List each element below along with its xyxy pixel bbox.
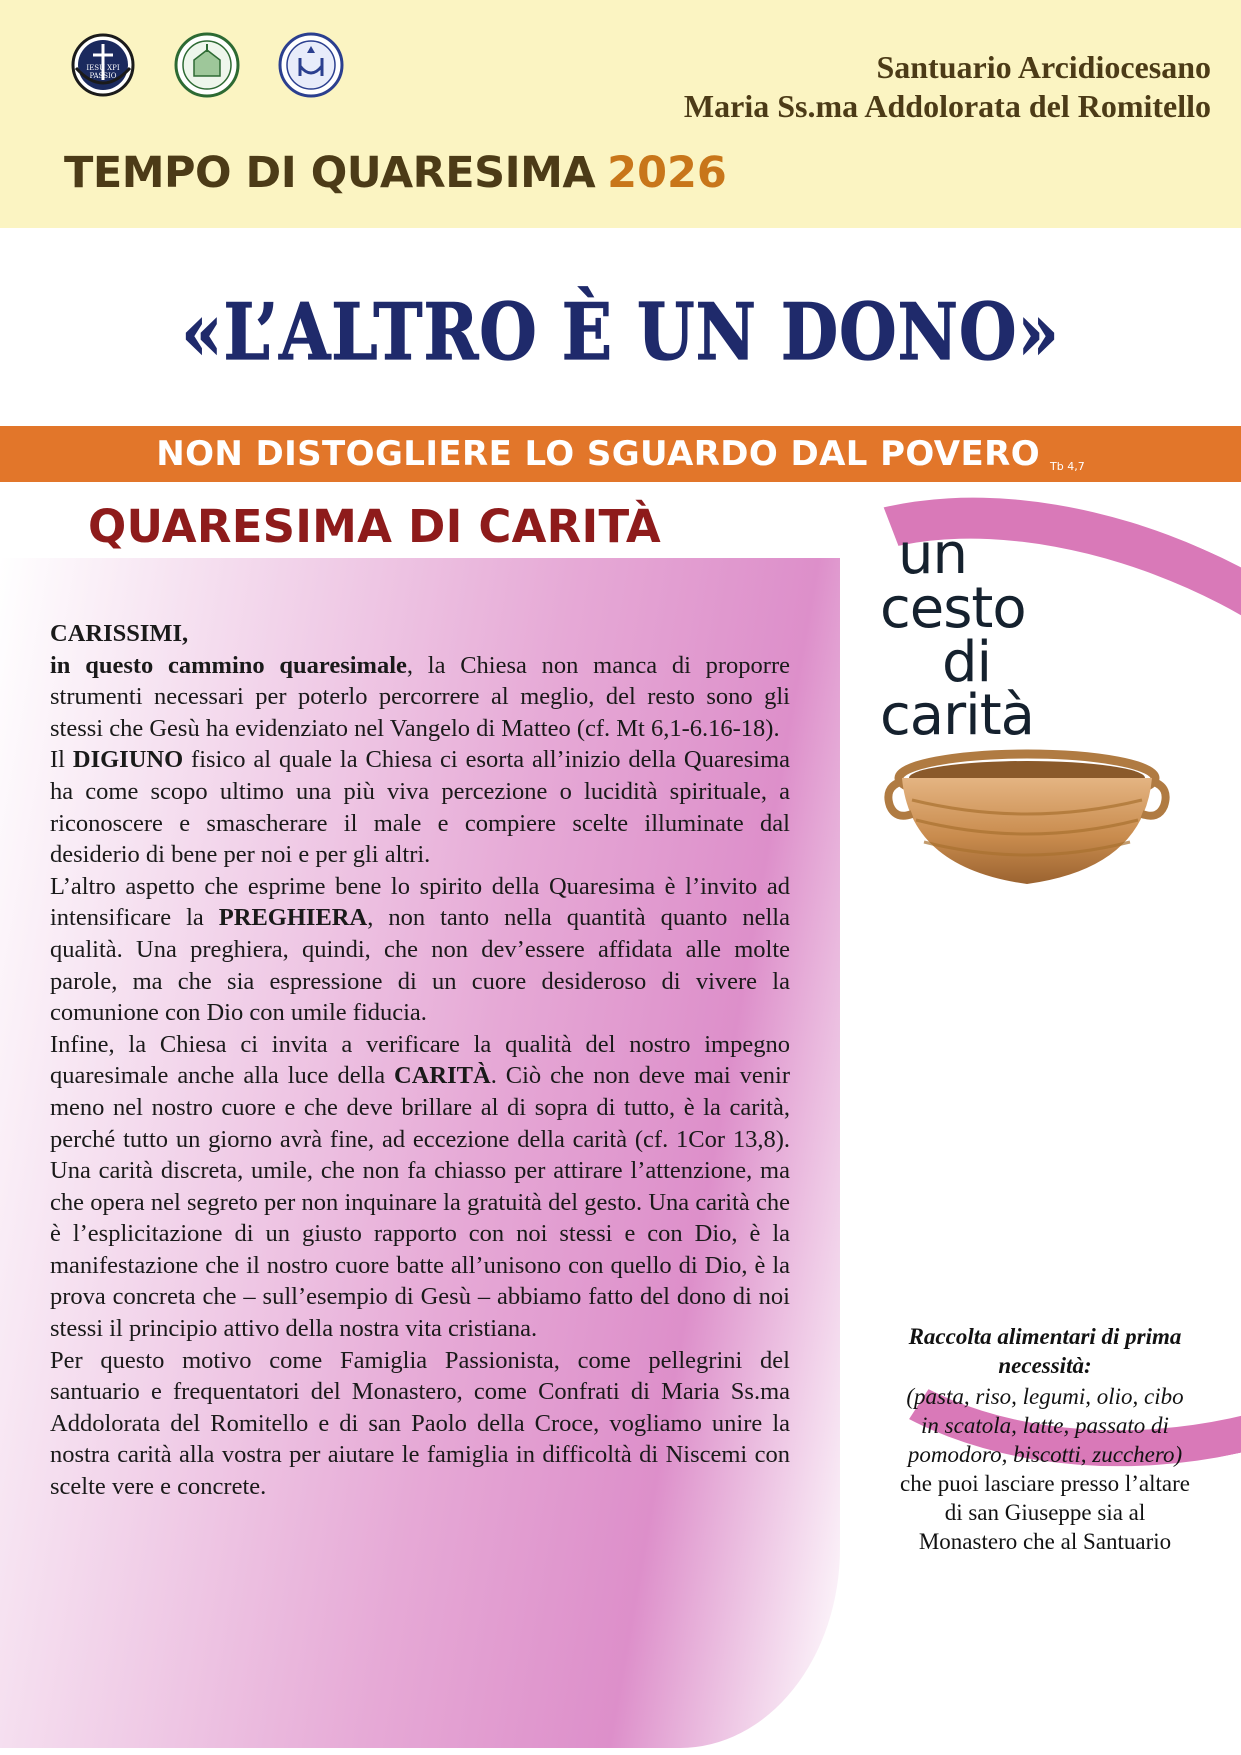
basket-caption-word-4: carità (880, 683, 1034, 749)
letter-paragraph-3: L’altro aspetto che esprime bene lo spirito della Quaresima è l’invito ad intensificare la PREGHIERA, non tanto nella quantità quanto nella qualità. Una preghiera, quindi, che non dev’essere affidata alle molte parole, ma che sia espressione di un cuore desideroso di vivere la comunione con Dio con umile fiducia. (50, 872, 790, 1027)
wicker-basket-icon (882, 748, 1172, 898)
sanctuary-title-line2: Maria Ss.ma Addolorata del Romitello (683, 88, 1211, 125)
svg-text:PASSIO: PASSIO (89, 72, 117, 80)
lent-label: TEMPO DI QUARESIMA (64, 148, 596, 198)
poster-banner (0, 426, 1241, 482)
poster-subtitle: QUARESIMA DI CARITÀ (88, 500, 661, 553)
sanctuary-title (491, 48, 1211, 126)
basket-caption (880, 522, 1180, 749)
marian-crest-icon (274, 28, 348, 102)
donation-note (900, 1323, 1190, 1557)
letter-salutation-text: CARISSIMI, (50, 620, 189, 647)
letter-paragraph-5: Per questo motivo come Famiglia Passionista, come pellegrini del santuario e frequentatori del Monastero, come Confrati di Maria Ss.ma Addolorata del Romitello e di san Paolo della Croce, vogliamo unire la nostra carità alla vostra per aiutare le famiglia in difficoltà di Niscemi con scelte vere e concrete. (50, 1346, 790, 1501)
poster-banner-reference: Tb 4,7 (1050, 460, 1085, 473)
letter-text (50, 618, 790, 1503)
sanctuary-title-line1: Santuario Arcidiocesano (876, 49, 1211, 85)
poster-banner-text: NON DISTOGLIERE LO SGUARDO DAL POVERO (156, 434, 1041, 474)
donation-note-tail: che puoi lasciare presso l’altare di san Giuseppe sia al Monastero che al Santuario (900, 1470, 1190, 1554)
basket-caption-word-3: di (942, 629, 992, 695)
sanctuary-crest-icon (170, 28, 244, 102)
letter-paragraph-4: Infine, la Chiesa ci invita a verificare la qualità del nostro impegno quaresimale anche alla luce della CARITÀ. Ciò che non deve mai venir meno nel nostro cuore e che deve brillare al di sopra di tutto, è la carità, perché tutto un giorno avrà fine, ad eccezione della carità (cf. 1Cor 13,8). Una carità discreta, umile, che non fa chiasso per attirare l’attenzione, ma che opera nel segreto per non inquinare la gratuità del gesto. Una carità che è l’esplicitazione di un giusto rapporto con noi stessi e con Dio, è la manifestazione che il nostro cuore batte all’unisono con quello di Dio, è la prova concreta che – sull’esempio di Gesù – abbiamo fatto del dono di noi stessi il principio attivo della nostra vita cristiana. (50, 1030, 790, 1343)
lent-season-line (64, 148, 727, 198)
crest-row (66, 28, 348, 102)
letter-panel (0, 558, 840, 1748)
letter-paragraph-2: Il DIGIUNO fisico al quale la Chiesa ci esorta all’inizio della Quaresima ha come scopo ultimo una più viva percezione o lucidità spirituale, a riconoscere e smascherare il male e compiere scelte illuminate dal desiderio di bene per noi e per gli altri. (50, 746, 791, 869)
svg-text:IESU XPI: IESU XPI (86, 64, 120, 72)
donation-note-title: Raccolta alimentari di prima necessità: (908, 1324, 1182, 1378)
passionist-crest-icon (66, 28, 140, 102)
poster-main-title: «L’ALTRO È UN DONO» (181, 286, 1060, 379)
letter-salutation (50, 618, 790, 650)
basket-caption-word-2: cesto (880, 575, 1026, 641)
lent-year: 2026 (607, 148, 727, 198)
letter-paragraph-1: in questo cammino quaresimale, la Chiesa non manca di proporre strumenti necessari per poterlo percorrere al meglio, del resto sono gli stessi che Gesù ha evidenziato nel Vangelo di Matteo (cf. Mt 6,1-6.16-18). (50, 651, 790, 742)
poster-body (0, 228, 1241, 1755)
basket-caption-word-1: un (898, 522, 967, 587)
donation-note-items: (pasta, riso, legumi, olio, cibo in scatola, latte, passato di pomodoro, biscotti, zucchero) (906, 1383, 1184, 1467)
header-band (0, 0, 1241, 228)
